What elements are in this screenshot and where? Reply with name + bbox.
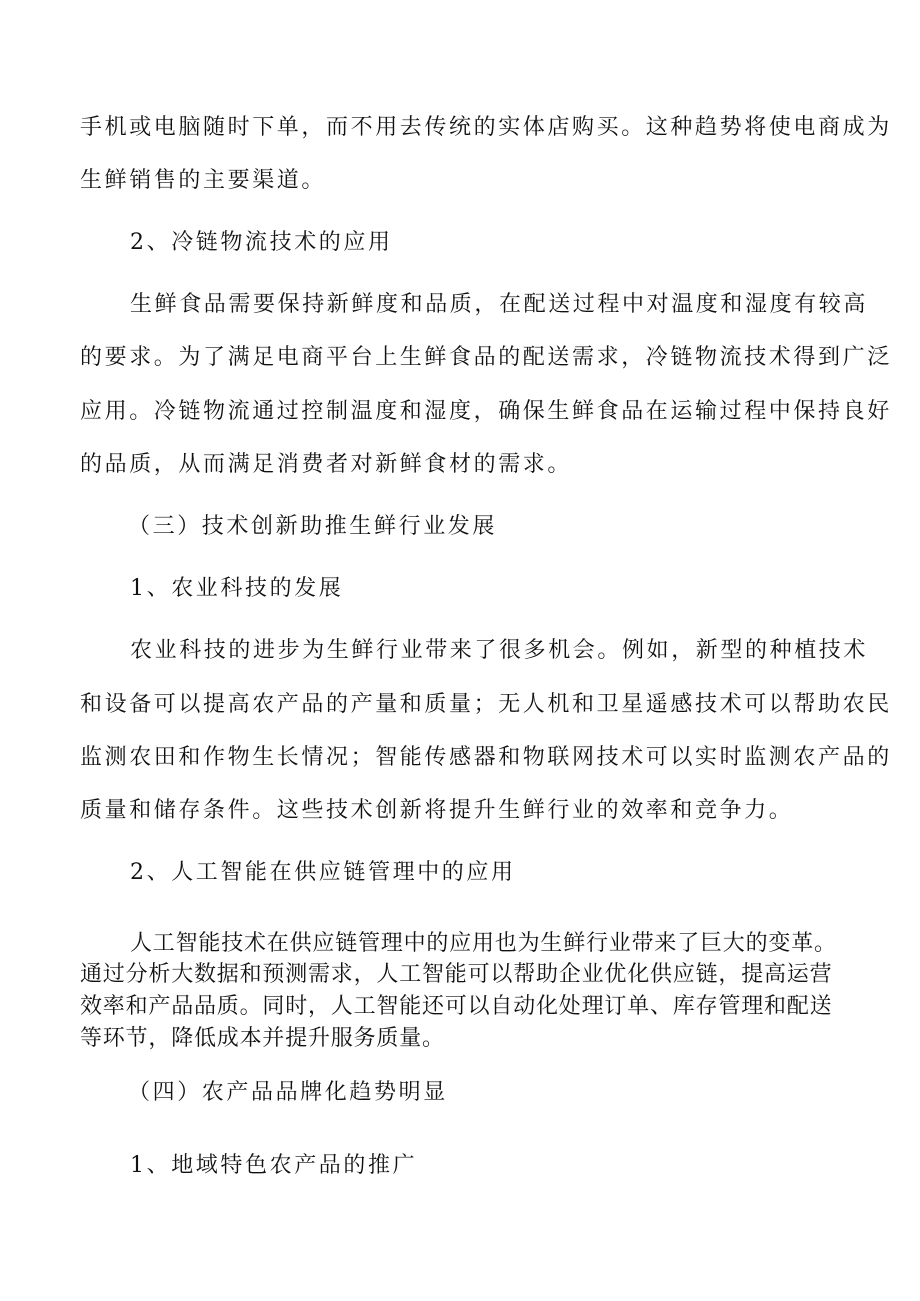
subheading-agri-tech: 1、农业科技的发展 [130, 576, 344, 601]
paragraph-line: 质量和储存条件。这些技术创新将提升生鲜行业的效率和竞争力。 [80, 798, 794, 823]
paragraph-line: 手机或电脑随时下单，而不用去传统的实体店购买。这种趋势将使电商成为 [80, 115, 892, 140]
section-heading-branding: （四）农产品品牌化趋势明显 [128, 1080, 448, 1105]
paragraph-line: 应用。冷链物流通过控制温度和湿度，确保生鲜食品在运输过程中保持良好 [80, 399, 892, 424]
paragraph-line: 效率和产品品质。同时，人工智能还可以自动化处理订单、库存管理和配送 [80, 994, 833, 1019]
paragraph-line: 人工智能技术在供应链管理中的应用也为生鲜行业带来了巨大的变革。 [130, 931, 837, 956]
paragraph-line: 农业科技的进步为生鲜行业带来了很多机会。例如，新型的种植技术 [130, 638, 869, 663]
subheading-ai-supply-chain: 2、人工智能在供应链管理中的应用 [130, 860, 516, 885]
paragraph-line: 监测农田和作物生长情况；智能传感器和物联网技术可以实时监测农产品的 [80, 745, 892, 770]
paragraph-line: 等环节，降低成本并提升服务质量。 [80, 1026, 445, 1051]
subheading-cold-chain: 2、冷链物流技术的应用 [130, 230, 393, 255]
paragraph-line: 和设备可以提高农产品的产量和质量；无人机和卫星遥感技术可以帮助农民 [80, 692, 892, 717]
paragraph-line: 通过分析大数据和预测需求，人工智能可以帮助企业优化供应链，提高运营 [80, 962, 833, 987]
subheading-regional-products: 1、地域特色农产品的推广 [130, 1153, 418, 1178]
paragraph-line: 的要求。为了满足电商平台上生鲜食品的配送需求，冷链物流技术得到广泛 [80, 345, 892, 370]
paragraph-line: 生鲜食品需要保持新鲜度和品质，在配送过程中对温度和湿度有较高 [130, 292, 869, 317]
paragraph-line: 生鲜销售的主要渠道。 [80, 168, 327, 193]
paragraph-line: 的品质，从而满足消费者对新鲜食材的需求。 [80, 452, 573, 477]
section-heading-tech-innovation: （三）技术创新助推生鲜行业发展 [128, 514, 498, 539]
